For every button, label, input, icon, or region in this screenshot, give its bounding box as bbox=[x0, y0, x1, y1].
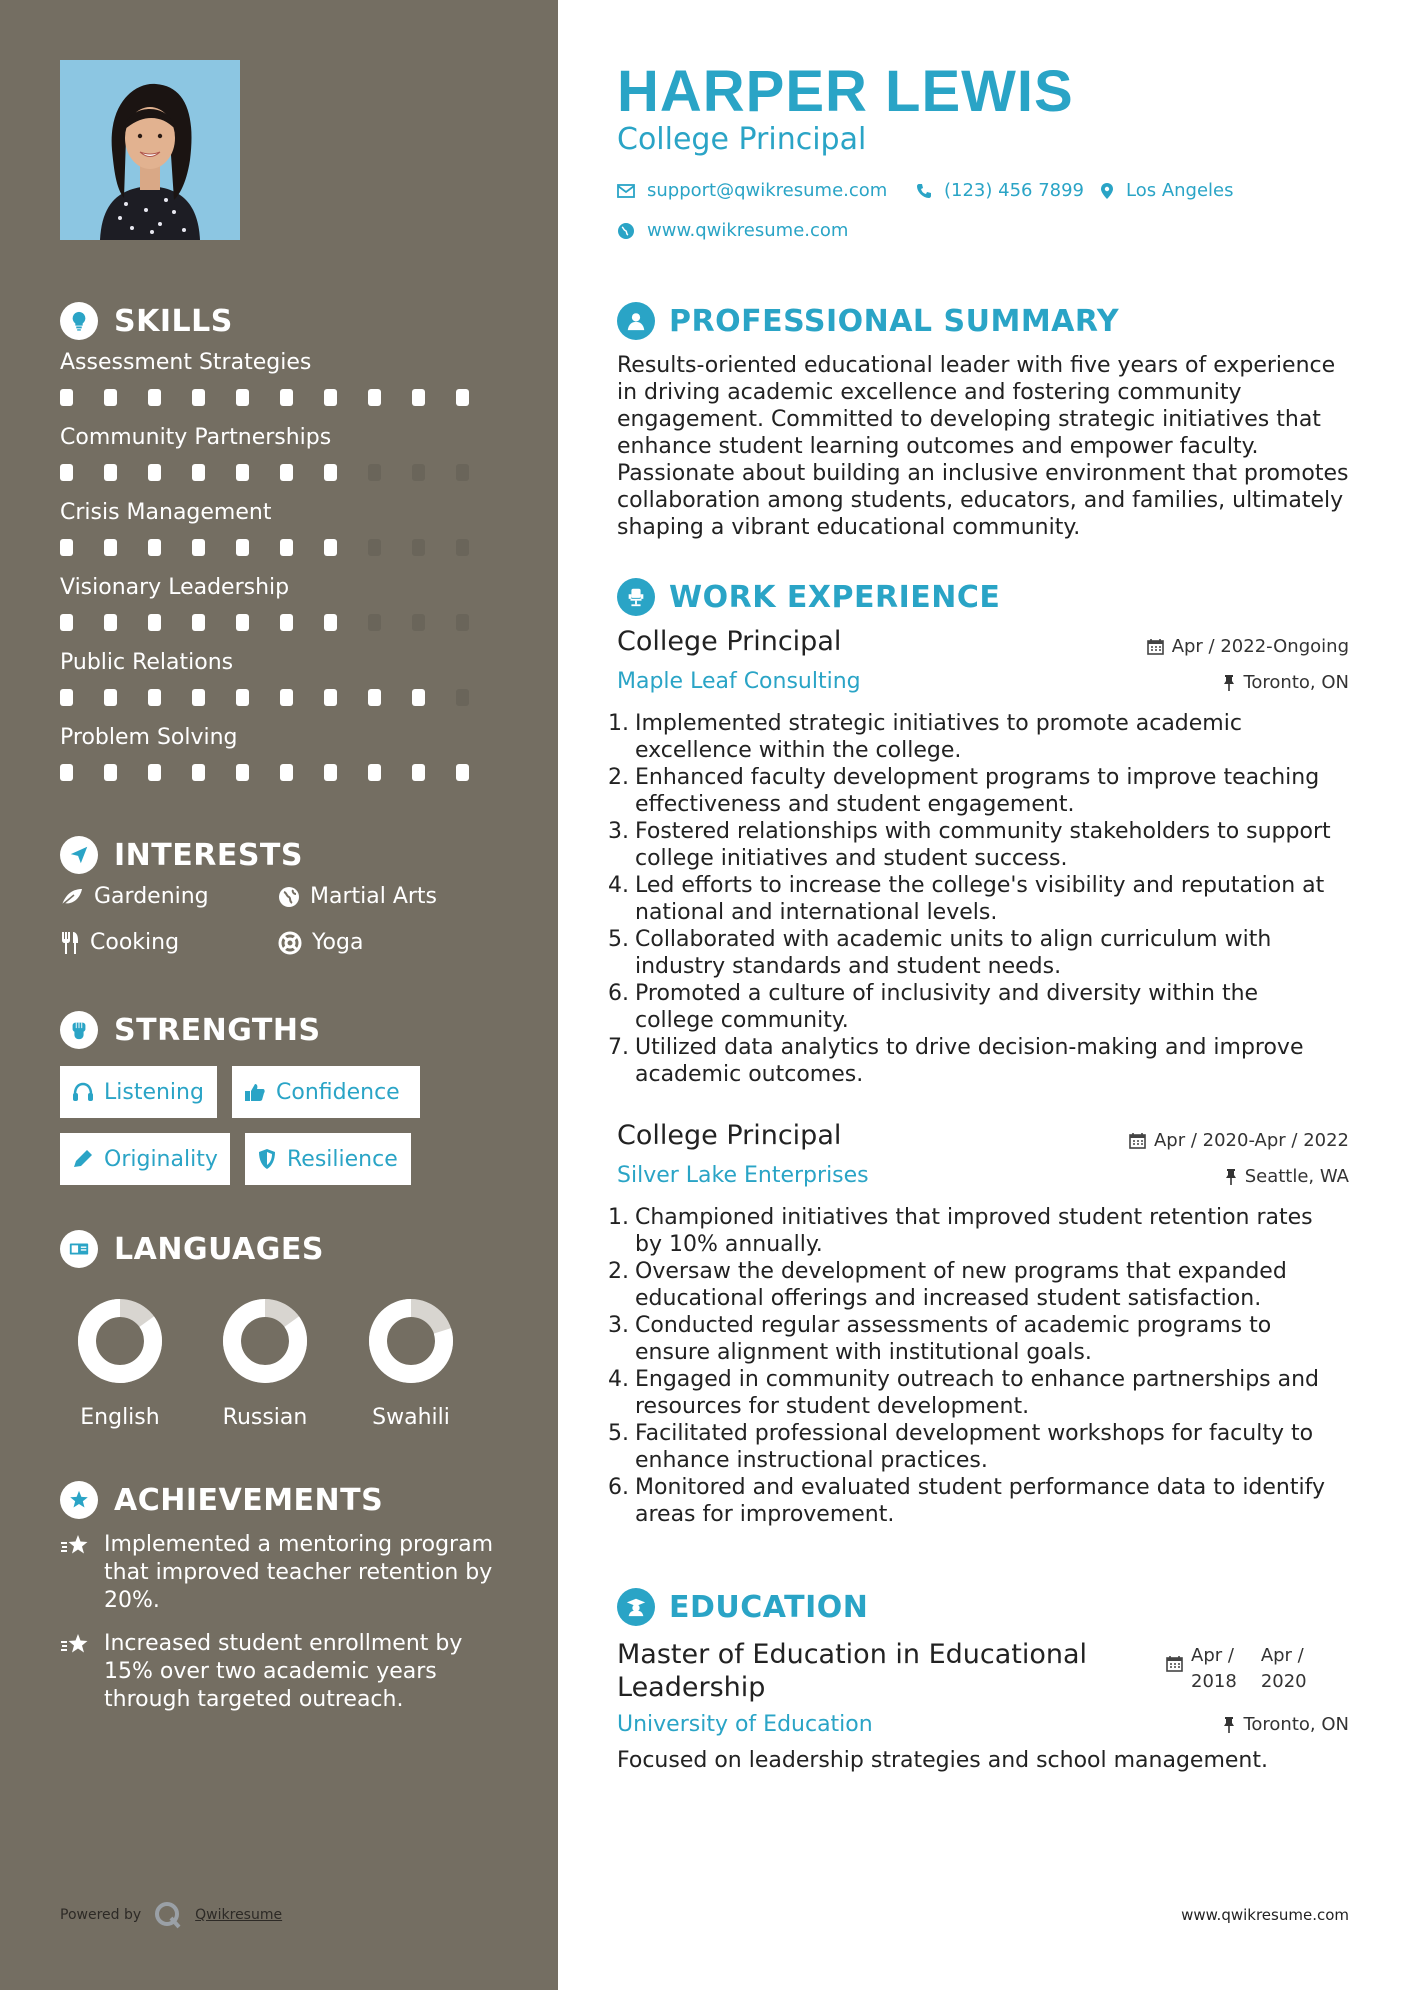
calendar-icon bbox=[1166, 1655, 1183, 1672]
interest-item bbox=[278, 884, 437, 909]
start-year: 2018 bbox=[1191, 1671, 1237, 1692]
bullet-line: Engaged in community outreach to enhance partnerships and bbox=[635, 1367, 1320, 1392]
skill-dot-filled bbox=[236, 614, 249, 631]
contact-phone[interactable] bbox=[916, 180, 1084, 201]
bullet-number: 6. bbox=[608, 981, 629, 1006]
bullet-number: 1. bbox=[608, 711, 629, 736]
skill-dot-filled bbox=[148, 764, 161, 781]
skills-heading bbox=[60, 302, 233, 340]
achievement-text: Increased student enrollment by 15% over two academic years through targeted outreach. bbox=[104, 1631, 463, 1712]
bullet-number: 5. bbox=[608, 1421, 629, 1446]
skill-dot-filled bbox=[280, 389, 293, 406]
bullet-line: educational offerings and increased student satisfaction. bbox=[635, 1286, 1262, 1311]
bullet-line: Implemented strategic initiatives to promote academic bbox=[635, 711, 1242, 736]
user-icon bbox=[617, 302, 655, 340]
education-description: Focused on leadership strategies and school management. bbox=[617, 1748, 1268, 1773]
skill-dot-filled bbox=[280, 539, 293, 556]
skill-row bbox=[60, 650, 500, 706]
bullet-item bbox=[608, 872, 1368, 926]
lightbulb-icon bbox=[60, 302, 98, 340]
skill-rating bbox=[60, 764, 500, 781]
avatar-illustration bbox=[60, 60, 240, 240]
bullet-line: enhance instructional practices. bbox=[635, 1448, 988, 1473]
bullet-line: excellence within the college. bbox=[635, 738, 962, 763]
languages-heading bbox=[60, 1230, 324, 1268]
skill-dot-filled bbox=[60, 614, 73, 631]
skill-dot-filled bbox=[280, 689, 293, 706]
skill-dot-empty bbox=[412, 614, 425, 631]
sidebar bbox=[0, 0, 558, 1990]
bullet-line: areas for improvement. bbox=[635, 1502, 895, 1527]
summary-text: Results-oriented educational leader with five years of experience in driving academic excellence and fostering community engagement. Committed to developing strategic initiatives that enhance student learning outcomes and empower faculty. Passionate about building an inclusive environment that promotes collaboration among students, educators, and families, ultimately shaping a vibrant educational community. bbox=[617, 353, 1349, 540]
paper-plane-icon bbox=[60, 836, 98, 874]
language-icon bbox=[60, 1230, 98, 1268]
education-location bbox=[1223, 1714, 1349, 1735]
achievement-text: Implemented a mentoring program that improved teacher retention by 20%. bbox=[104, 1532, 493, 1613]
skill-dot-filled bbox=[324, 689, 337, 706]
contact-location bbox=[1100, 180, 1234, 201]
job-dates-text: Apr / 2020-Apr / 2022 bbox=[1153, 1130, 1349, 1151]
skill-dot-filled bbox=[368, 689, 381, 706]
education-start bbox=[1191, 1643, 1237, 1696]
skill-dot-filled bbox=[192, 689, 205, 706]
bullet-number: 6. bbox=[608, 1475, 629, 1500]
office-chair-icon bbox=[617, 578, 655, 616]
bullet-line: Collaborated with academic units to align curriculum with bbox=[635, 927, 1272, 952]
skill-rating bbox=[60, 389, 500, 406]
bullet-line: Enhanced faculty development programs to improve teaching bbox=[635, 765, 1320, 790]
bullet-number: 5. bbox=[608, 927, 629, 952]
education-dates bbox=[1166, 1643, 1307, 1696]
skill-name: Assessment Strategies bbox=[60, 350, 312, 375]
language-name: Swahili bbox=[372, 1405, 450, 1430]
skill-dot-filled bbox=[280, 464, 293, 481]
skill-dot-filled bbox=[104, 614, 117, 631]
utensils-icon bbox=[60, 931, 80, 955]
interest-item bbox=[278, 930, 363, 955]
skill-dot-filled bbox=[324, 614, 337, 631]
language-donut bbox=[351, 1295, 471, 1387]
bullet-line: college initiatives and student success. bbox=[635, 846, 1068, 871]
skill-rating bbox=[60, 689, 500, 706]
powered-by-label: Powered by bbox=[60, 1907, 142, 1923]
leaf-icon bbox=[60, 887, 84, 907]
calendar-icon bbox=[1147, 638, 1164, 655]
bullet-item bbox=[608, 818, 1368, 872]
bullet-line: Conducted regular assessments of academic programs to bbox=[635, 1313, 1272, 1338]
bullet-line: Fostered relationships with community stakeholders to support bbox=[635, 819, 1331, 844]
strength-chip bbox=[245, 1133, 411, 1185]
main-content bbox=[558, 0, 1407, 1990]
strength-chip bbox=[60, 1066, 217, 1118]
phone-icon bbox=[916, 183, 932, 199]
bullet-line: Oversaw the development of new programs that expanded bbox=[635, 1259, 1287, 1284]
achievement-item bbox=[60, 1531, 500, 1615]
job-title: College Principal bbox=[617, 1120, 842, 1151]
skill-dot-filled bbox=[104, 389, 117, 406]
bullet-line: by 10% annually. bbox=[635, 1232, 823, 1257]
bullet-line: ensure alignment with institutional goals. bbox=[635, 1340, 1092, 1365]
skill-rating bbox=[60, 539, 500, 556]
degree-title bbox=[617, 1638, 1087, 1704]
thumbs-up-icon bbox=[244, 1082, 266, 1102]
skill-dot-filled bbox=[104, 464, 117, 481]
strength-chip bbox=[60, 1133, 230, 1185]
skill-dot-filled bbox=[148, 389, 161, 406]
bullet-item bbox=[608, 764, 1368, 818]
languages-title: LANGUAGES bbox=[114, 1231, 324, 1267]
bullet-item bbox=[608, 1204, 1368, 1258]
skill-dot-filled bbox=[148, 464, 161, 481]
candidate-role: College Principal bbox=[617, 122, 867, 157]
profile-photo bbox=[60, 60, 240, 240]
contact-email[interactable] bbox=[617, 180, 887, 201]
bullet-item bbox=[608, 926, 1368, 980]
interests-heading bbox=[60, 836, 303, 874]
job-company: Silver Lake Enterprises bbox=[617, 1163, 869, 1188]
skill-dot-filled bbox=[148, 689, 161, 706]
skill-dot-filled bbox=[368, 764, 381, 781]
skill-dot-filled bbox=[324, 764, 337, 781]
skill-dot-empty bbox=[412, 539, 425, 556]
job-dates bbox=[1147, 636, 1349, 657]
bullet-line: Promoted a culture of inclusivity and diversity within the bbox=[635, 981, 1259, 1006]
bullet-item bbox=[608, 1034, 1368, 1088]
pencil-icon bbox=[72, 1149, 94, 1169]
bullet-line: Championed initiatives that improved student retention rates bbox=[635, 1205, 1313, 1230]
bullet-number: 1. bbox=[608, 1205, 629, 1230]
skill-dot-filled bbox=[412, 389, 425, 406]
lifebuoy-icon bbox=[278, 931, 302, 955]
skill-dot-empty bbox=[368, 539, 381, 556]
pushpin-icon bbox=[1223, 1716, 1235, 1733]
globe-icon bbox=[617, 222, 635, 240]
skill-dot-empty bbox=[456, 539, 469, 556]
star-badge-icon bbox=[60, 1481, 98, 1519]
headphones-icon bbox=[72, 1082, 94, 1102]
language-item bbox=[351, 1295, 471, 1430]
envelope-icon bbox=[617, 184, 635, 198]
language-donut bbox=[205, 1295, 325, 1387]
bullet-number: 3. bbox=[608, 819, 629, 844]
bullet-line: national and international levels. bbox=[635, 900, 998, 925]
end-year: 2020 bbox=[1260, 1671, 1307, 1692]
experience-heading bbox=[617, 578, 1000, 616]
globe-icon bbox=[278, 886, 300, 908]
skill-dot-filled bbox=[192, 764, 205, 781]
achievements-heading bbox=[60, 1481, 383, 1519]
bullet-item bbox=[608, 980, 1368, 1034]
bullet-number: 4. bbox=[608, 873, 629, 898]
shield-icon bbox=[257, 1148, 277, 1170]
bullet-number: 7. bbox=[608, 1035, 629, 1060]
language-donut bbox=[60, 1295, 180, 1387]
skill-dot-filled bbox=[280, 614, 293, 631]
skill-dot-filled bbox=[148, 614, 161, 631]
skill-dot-filled bbox=[60, 689, 73, 706]
skill-rating bbox=[60, 614, 500, 631]
bullet-line: resources for student development. bbox=[635, 1394, 1030, 1419]
bullet-number: 3. bbox=[608, 1313, 629, 1338]
skill-dot-filled bbox=[104, 689, 117, 706]
achievement-item bbox=[60, 1630, 500, 1714]
skill-dot-empty bbox=[456, 689, 469, 706]
interest-label: Cooking bbox=[90, 930, 180, 955]
skill-dot-filled bbox=[412, 764, 425, 781]
email-text: support@qwikresume.com bbox=[647, 180, 888, 201]
language-item bbox=[60, 1295, 180, 1430]
qwikresume-link[interactable]: Qwikresume bbox=[195, 1907, 283, 1923]
start-month: Apr / bbox=[1191, 1645, 1234, 1666]
skill-dot-filled bbox=[60, 539, 73, 556]
skill-dot-empty bbox=[456, 614, 469, 631]
education-heading bbox=[617, 1588, 868, 1626]
skill-dot-filled bbox=[192, 539, 205, 556]
strength-label: Confidence bbox=[276, 1079, 400, 1105]
skill-rating bbox=[60, 464, 500, 481]
summary-heading bbox=[617, 302, 1119, 340]
fist-icon bbox=[60, 1011, 98, 1049]
skill-dot-filled bbox=[104, 764, 117, 781]
bullet-number: 2. bbox=[608, 765, 629, 790]
bullet-line: industry standards and student needs. bbox=[635, 954, 1062, 979]
skill-dot-filled bbox=[192, 614, 205, 631]
skill-dot-filled bbox=[236, 389, 249, 406]
job-location-text: Seattle, WA bbox=[1244, 1166, 1349, 1187]
bullet-line: Monitored and evaluated student performance data to identify bbox=[635, 1475, 1325, 1500]
skill-dot-filled bbox=[324, 389, 337, 406]
experience-title: WORK EXPERIENCE bbox=[669, 579, 1001, 615]
skill-dot-empty bbox=[456, 464, 469, 481]
skill-name: Community Partnerships bbox=[60, 425, 332, 450]
education-title: EDUCATION bbox=[669, 1589, 869, 1625]
pushpin-icon bbox=[1223, 674, 1235, 691]
skill-dot-empty bbox=[412, 464, 425, 481]
interest-label: Yoga bbox=[312, 930, 364, 955]
skill-dot-filled bbox=[456, 764, 469, 781]
education-location-text: Toronto, ON bbox=[1243, 1714, 1349, 1735]
language-name: Russian bbox=[222, 1405, 308, 1430]
skill-dot-filled bbox=[60, 464, 73, 481]
strength-label: Resilience bbox=[287, 1146, 398, 1172]
skill-dot-filled bbox=[104, 539, 117, 556]
bullet-line: Led efforts to increase the college's visibility and reputation at bbox=[635, 873, 1325, 898]
bullet-number: 2. bbox=[608, 1259, 629, 1284]
strengths-title: STRENGTHS bbox=[114, 1012, 321, 1048]
interests-title: INTERESTS bbox=[114, 837, 303, 873]
powered-by bbox=[60, 1900, 282, 1930]
skill-dot-empty bbox=[368, 464, 381, 481]
skill-dot-filled bbox=[236, 764, 249, 781]
skill-name: Public Relations bbox=[60, 650, 234, 675]
shooting-star-icon bbox=[60, 1533, 92, 1559]
bullet-item bbox=[608, 1474, 1368, 1528]
bullet-item bbox=[608, 1420, 1368, 1474]
skill-name: Problem Solving bbox=[60, 725, 238, 750]
skill-row bbox=[60, 725, 500, 781]
strength-label: Originality bbox=[104, 1146, 218, 1172]
calendar-icon bbox=[1129, 1132, 1146, 1149]
summary-title: PROFESSIONAL SUMMARY bbox=[669, 303, 1120, 339]
skill-dot-filled bbox=[324, 539, 337, 556]
skill-dot-empty bbox=[368, 614, 381, 631]
bullet-line: effectiveness and student engagement. bbox=[635, 792, 1075, 817]
strengths-heading bbox=[60, 1011, 321, 1049]
candidate-name: HARPER LEWIS bbox=[617, 59, 1074, 124]
bullet-number: 4. bbox=[608, 1367, 629, 1392]
skill-dot-filled bbox=[60, 389, 73, 406]
skill-name: Visionary Leadership bbox=[60, 575, 290, 600]
bullet-item bbox=[608, 710, 1368, 764]
skill-dot-filled bbox=[236, 689, 249, 706]
skill-row bbox=[60, 575, 500, 631]
bullet-line: Utilized data analytics to drive decision-making and improve bbox=[635, 1035, 1304, 1060]
bullet-item bbox=[608, 1366, 1368, 1420]
degree-line: Master of Education in Educational bbox=[617, 1639, 1088, 1670]
bullet-item bbox=[608, 1258, 1368, 1312]
phone-text: (123) 456 7899 bbox=[944, 180, 1085, 201]
job-location bbox=[1223, 672, 1349, 693]
footer-website[interactable]: www.qwikresume.com bbox=[1181, 1906, 1349, 1924]
bullet-item bbox=[608, 1312, 1368, 1366]
location-text: Los Angeles bbox=[1126, 180, 1234, 201]
skill-dot-filled bbox=[456, 389, 469, 406]
language-item bbox=[205, 1295, 325, 1430]
interest-item bbox=[60, 884, 209, 909]
skill-dot-filled bbox=[412, 689, 425, 706]
pushpin-icon bbox=[1225, 1168, 1237, 1185]
job-dates bbox=[1129, 1130, 1349, 1151]
skill-dot-filled bbox=[148, 539, 161, 556]
map-pin-icon bbox=[1100, 182, 1114, 200]
interest-label: Gardening bbox=[94, 884, 209, 909]
skill-dot-filled bbox=[280, 764, 293, 781]
skill-dot-filled bbox=[236, 539, 249, 556]
education-end bbox=[1261, 1643, 1307, 1696]
skill-dot-filled bbox=[236, 464, 249, 481]
job-bullets bbox=[608, 1204, 1368, 1528]
job-location bbox=[1225, 1166, 1349, 1187]
skill-row bbox=[60, 500, 500, 556]
skill-dot-filled bbox=[324, 464, 337, 481]
skill-name: Crisis Management bbox=[60, 500, 272, 525]
skill-dot-filled bbox=[192, 389, 205, 406]
degree-line: Leadership bbox=[617, 1672, 766, 1703]
bullet-line: Facilitated professional development workshops for faculty to bbox=[635, 1421, 1314, 1446]
end-month: Apr / bbox=[1260, 1645, 1304, 1666]
job-dates-text: Apr / 2022-Ongoing bbox=[1171, 636, 1349, 657]
interest-item bbox=[60, 930, 179, 955]
skill-dot-filled bbox=[60, 764, 73, 781]
job-company: Maple Leaf Consulting bbox=[617, 669, 861, 694]
school-name: University of Education bbox=[617, 1712, 873, 1737]
website-text: www.qwikresume.com bbox=[647, 220, 849, 241]
bullet-line: academic outcomes. bbox=[635, 1062, 864, 1087]
graduate-icon bbox=[617, 1588, 655, 1626]
qwikresume-logo-icon bbox=[153, 1900, 183, 1930]
skill-row bbox=[60, 350, 500, 406]
language-name: English bbox=[80, 1405, 160, 1430]
job-location-text: Toronto, ON bbox=[1243, 672, 1349, 693]
skill-dot-filled bbox=[192, 464, 205, 481]
contact-website[interactable] bbox=[617, 220, 848, 241]
strength-label: Listening bbox=[104, 1079, 204, 1105]
bullet-line: college community. bbox=[635, 1008, 849, 1033]
achievements-title: ACHIEVEMENTS bbox=[114, 1482, 384, 1518]
job-title: College Principal bbox=[617, 626, 842, 657]
strength-chip bbox=[232, 1066, 420, 1118]
skill-dot-filled bbox=[368, 389, 381, 406]
interest-label: Martial Arts bbox=[310, 884, 438, 909]
job-bullets bbox=[608, 710, 1368, 1088]
skill-row bbox=[60, 425, 500, 481]
shooting-star-icon bbox=[60, 1632, 92, 1658]
skills-title: SKILLS bbox=[114, 303, 233, 339]
